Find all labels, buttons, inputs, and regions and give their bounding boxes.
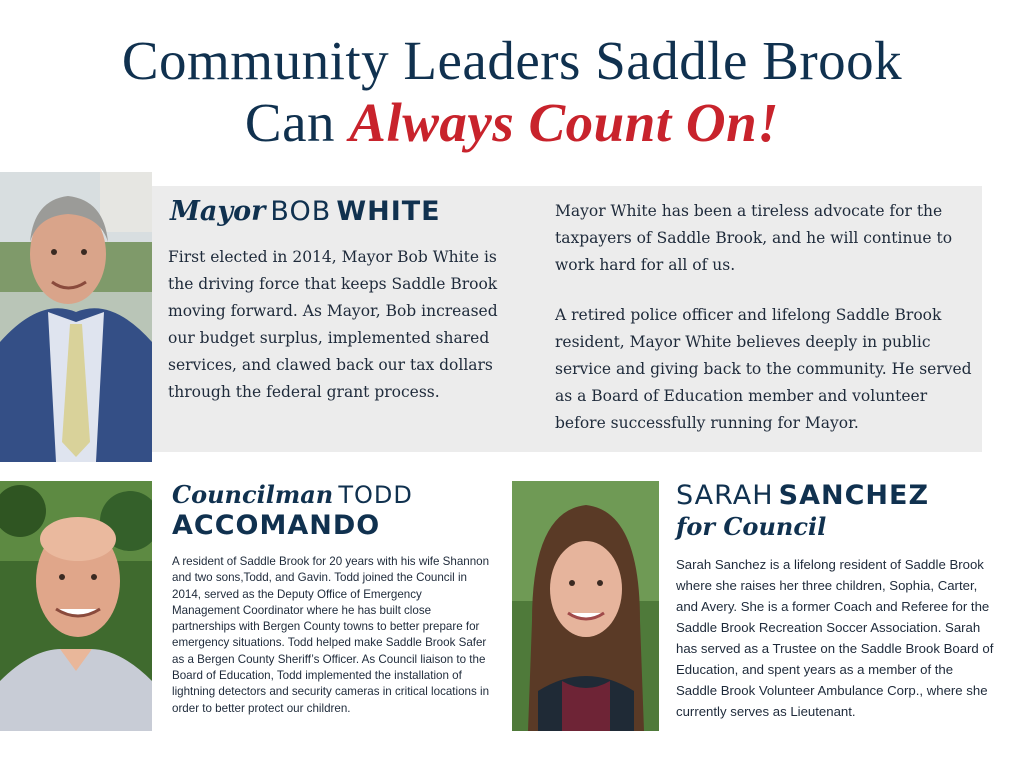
mayor-name — [170, 196, 441, 227]
headline-plain: Can — [244, 92, 336, 153]
councilman-bio — [172, 554, 492, 717]
headline-accent: Always Count On! — [349, 92, 780, 153]
councilman-photo — [0, 481, 152, 731]
candidate-photo — [512, 481, 659, 731]
councilman-name — [172, 480, 413, 543]
mayor-photo — [0, 172, 152, 462]
mayor-bio-left — [168, 244, 508, 406]
headline-line-2 — [0, 92, 1024, 154]
mayor-title-script: Mayor — [170, 196, 266, 227]
mayor-bio-right-1: Mayor White has been a tireless advocate for the taxpayers of Saddle Brook, and he will continue to work hard for all of us. — [555, 202, 953, 274]
mayor-first-name: BOB — [270, 196, 332, 227]
candidate-last-name: SANCHEZ — [778, 480, 930, 511]
councilman-bio-text: A resident of Saddle Brook for 20 years with his wife Shannon and two sons,Todd, and Gavin. Todd joined the Council in 2014, served as the Deputy Office of Emergency Management Coordinator where he has built close partnerships with Bergen County towns to better prepare for emergency situations. Todd helped make Saddle Brook Safer as a Bergen County Sheriff’s Officer. As Council liaison to the Board of Education, Todd implemented the installation of lightning detectors and security cameras in critical locations in order to better protect our children. — [172, 555, 490, 715]
headline — [0, 30, 1024, 154]
councilman-first-name: TODD — [338, 481, 413, 509]
councilman-title-script: Councilman — [172, 480, 334, 509]
mayor-bio-right-2: A retired police officer and lifelong Saddle Brook resident, Mayor White believes deeply in public service and giving back to the community. He served as a Board of Education member and volunteer before successfully running for Mayor. — [555, 306, 972, 432]
mayor-bio-left-text: First elected in 2014, Mayor Bob White is the driving force that keeps Saddle Brook moving forward. As Mayor, Bob increased our budget surplus, implemented shared services, and clawed back our tax dollars through the federal grant process. — [168, 248, 498, 401]
councilman-last-name: ACCOMANDO — [172, 510, 381, 541]
candidate-bio-text: Sarah Sanchez is a lifelong resident of Saddle Brook where she raises her three children, Sophia, Carter, and Avery. She is a former Coach and Referee for the Saddle Brook Recreation Soccer Association. Sarah has served as a Trustee on the Saddle Brook Board of Education, and spent years as a member of the Saddle Brook Volunteer Ambulance Corp., where she currently serves as Lieutenant. — [676, 557, 994, 719]
candidate-first-name: SARAH — [676, 480, 774, 511]
candidate-name — [676, 480, 929, 543]
candidate-title-script: for Council — [676, 512, 827, 541]
candidate-bio — [676, 554, 996, 722]
mayor-bio-right — [555, 198, 975, 437]
headline-line-1: Community Leaders Saddle Brook — [121, 30, 903, 91]
mayor-last-name: WHITE — [336, 196, 441, 227]
